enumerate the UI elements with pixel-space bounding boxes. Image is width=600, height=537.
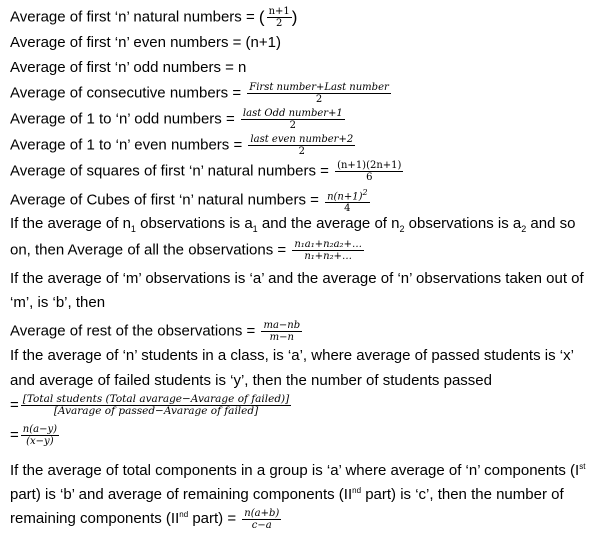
formula-odd-numbers: Average of first ‘n’ odd numbers = n <box>10 59 247 76</box>
formula-label: Average of rest of the observations = <box>10 322 260 340</box>
denominator: (x−y) <box>26 436 54 447</box>
denominator: c−a <box>251 519 272 531</box>
equals-sign: = <box>10 426 19 444</box>
formula-label: Average of 1 to ‘n’ even numbers = <box>10 136 247 154</box>
fraction <box>247 82 390 105</box>
denominator: 2 <box>298 146 305 157</box>
numerator: n₁a₁+n₂a₂+… <box>294 239 362 250</box>
formula-rest-observations <box>10 320 302 343</box>
formula-natural-numbers: Average of first ‘n’ natural numbers = ( $\frac{n+1}{2}$ ) <box>10 6 298 29</box>
denominator: 2 <box>289 120 297 131</box>
numerator: n(a−y) <box>22 424 57 435</box>
formula-consecutive-numbers <box>10 82 391 105</box>
fraction <box>241 108 345 131</box>
numerator: ma−nb <box>263 320 301 331</box>
numerator: last Odd number+1 <box>242 108 343 119</box>
fraction <box>325 187 370 214</box>
components-intro-cont: part) is ‘b’ and average of remaining components (IInd part) is ‘c’, then the number of <box>10 486 564 503</box>
formula-passed-students-words <box>10 394 291 417</box>
denominator: 2 <box>315 94 323 105</box>
denominator: 4 <box>344 203 351 215</box>
formula-label: Average of 1 to ‘n’ odd numbers = <box>10 110 239 128</box>
weighted-average-intro: If the average of $n_1$ observations is $a_1$ and the average of $n_2$ observations is $a_2$ and so <box>10 215 576 234</box>
components-intro: If the average of total components in a group is ‘a’ where average of ‘n’ components (Ist <box>10 462 586 479</box>
numerator: n+1 <box>268 6 290 17</box>
numerator: last even number+2 <box>250 134 354 145</box>
formula-label: Average of Cubes of first ‘n’ natural numbers = <box>10 191 324 209</box>
fraction <box>267 6 292 29</box>
numerator: [Total students (Total avarage−Avarage of failed)] <box>22 393 290 405</box>
denominator: 2 <box>275 18 283 29</box>
denominator: n₁+n₂+… <box>304 251 352 262</box>
formula-label: on, then Average of all the observations = <box>10 241 291 259</box>
rest-observations-intro: If the average of ‘m’ observations is ‘a’ and the average of ‘n’ observations taken out of <box>10 270 584 287</box>
passed-students-intro: If the average of ‘n’ students in a class, is ‘a’, where average of passed students is ‘x’ <box>10 347 574 364</box>
formula-remaining-components: remaining components (IInd part) = $\frac{n(a+b)}{c-a}$ <box>10 507 280 531</box>
fraction <box>21 394 291 417</box>
fraction <box>261 320 302 343</box>
formula-weighted-average <box>10 239 364 262</box>
numerator: (n+1)(2n+1) <box>337 160 402 171</box>
fraction <box>292 239 364 262</box>
denominator: m−n <box>269 332 294 343</box>
formula-odd-1-to-n <box>10 108 345 131</box>
formula-label: Average of consecutive numbers = <box>10 84 246 102</box>
denominator: [Avarage of passed−Avarage of failed] <box>53 405 259 417</box>
formula-label: Average of first ‘n’ natural numbers = <box>10 8 259 26</box>
formula-label: Average of squares of first ‘n’ natural numbers = <box>10 162 334 180</box>
passed-students-intro-cont: and average of failed students is ‘y’, then the number of students passed <box>10 372 492 389</box>
formula-even-numbers: Average of first ‘n’ even numbers = (n+1) <box>10 34 281 51</box>
numerator: $n(n+1)^2$ <box>327 188 368 203</box>
fraction <box>21 424 59 447</box>
fraction <box>242 508 281 531</box>
fraction <box>335 160 403 183</box>
formula-cubes <box>10 187 370 214</box>
formula-passed-students <box>10 424 59 447</box>
numerator: n(a+b) <box>244 507 280 519</box>
formula-even-1-to-n <box>10 134 355 157</box>
equals-sign: = <box>10 396 19 414</box>
rest-observations-intro-cont: ‘m’, is ‘b’, then <box>10 294 106 311</box>
fraction <box>248 134 355 157</box>
numerator: First number+Last number <box>249 82 389 93</box>
denominator: 6 <box>366 172 373 183</box>
formula-squares <box>10 160 403 183</box>
